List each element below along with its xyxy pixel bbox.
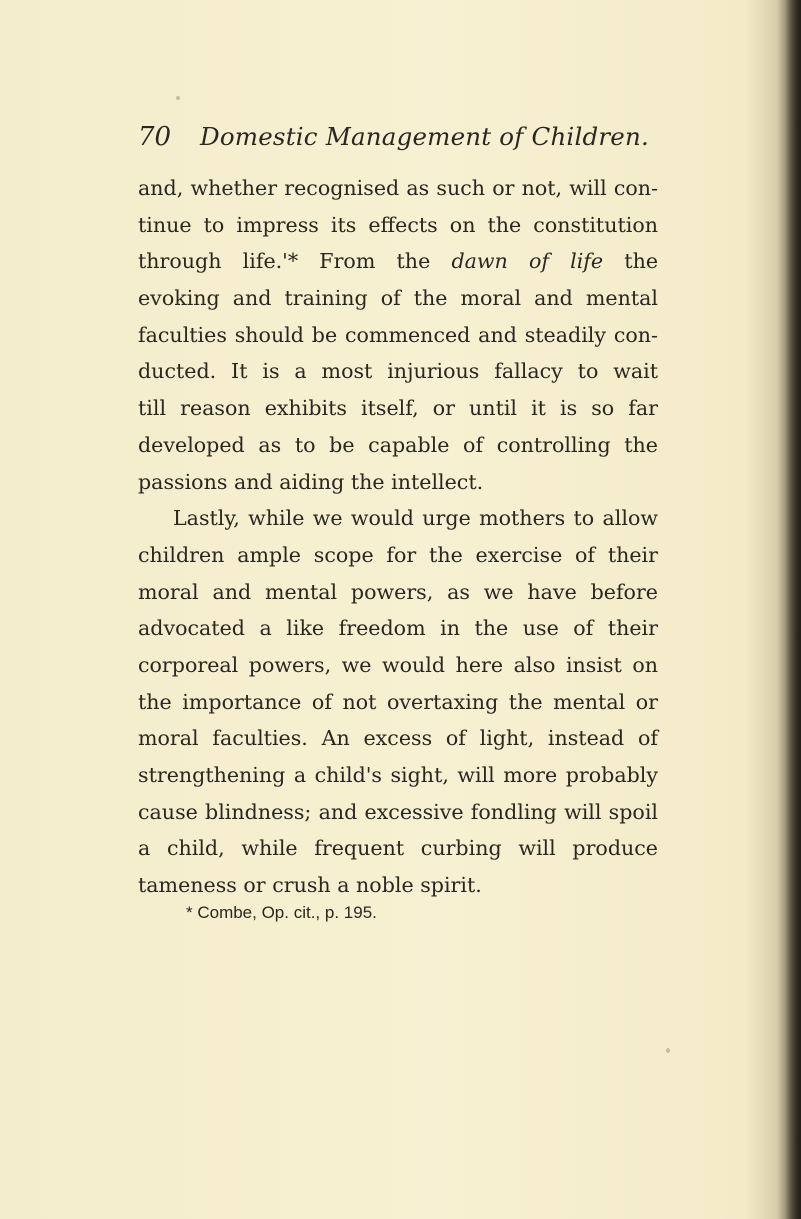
page-edge-shadow — [785, 0, 801, 1219]
text-line: till reason exhibits itself, or until it is so far — [138, 396, 658, 421]
text-segment: through life.'* From the — [138, 249, 431, 274]
text-line: a child, while frequent curbing will produce — [138, 836, 658, 861]
running-title: Domestic Management of Children. — [200, 122, 649, 151]
text-segment: the — [624, 249, 659, 274]
emphasized-phrase: dawn of life — [451, 249, 604, 274]
page-number: 70 — [138, 122, 172, 152]
text-line: the importance of not overtaxing the mental or — [138, 689, 658, 714]
text-line: and, whether recognised as such or not, will con- — [138, 176, 658, 200]
text-line: tinue to impress its effects on the constitution — [138, 212, 658, 237]
text-line: corporeal powers, we would here also insist on — [138, 652, 658, 677]
text-line: cause blindness; and excessive fondling will spoil — [138, 799, 658, 824]
body-text — [138, 170, 658, 904]
text-line — [138, 243, 658, 280]
paper-speck — [176, 96, 180, 100]
text-line: moral and mental powers, as we have before — [138, 579, 658, 604]
text-line: children ample scope for the exercise of their — [138, 542, 658, 567]
paper-speck — [666, 1048, 670, 1053]
text-line: moral faculties. An excess of light, instead of — [138, 726, 658, 751]
text-line: Lastly, while we would urge mothers to allow — [173, 506, 658, 531]
text-line: developed as to be capable of controlling the — [138, 432, 658, 457]
text-line: advocated a like freedom in the use of their — [138, 616, 658, 641]
running-header — [138, 120, 658, 154]
text-line: faculties should be commenced and steadily con- — [138, 322, 658, 347]
footnote: * Combe, Op. cit., p. 195. — [186, 903, 377, 922]
text-line: evoking and training of the moral and mental — [138, 286, 658, 311]
text-line: ducted. It is a most injurious fallacy to wait — [138, 359, 658, 384]
text-line: strengthening a child's sight, will more probably — [138, 763, 658, 787]
text-line: tameness or crush a noble spirit. — [138, 873, 482, 898]
text-line: passions and aiding the intellect. — [138, 469, 484, 494]
